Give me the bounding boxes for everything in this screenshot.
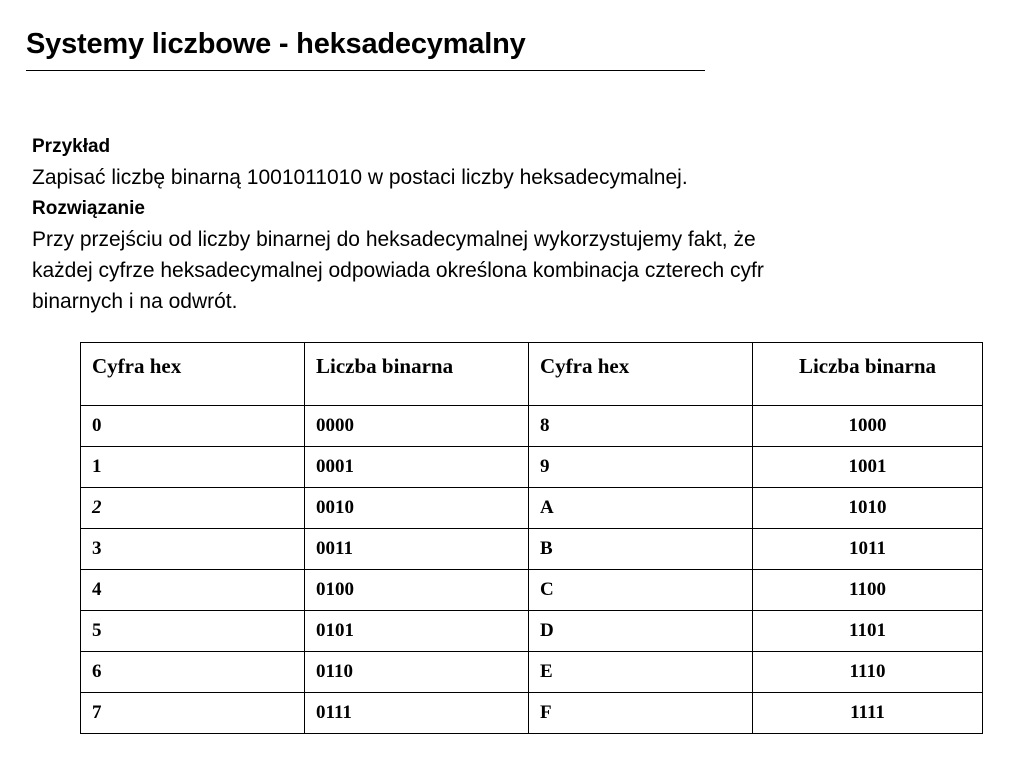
table-row — [81, 693, 983, 734]
table-cell: 1110 — [753, 652, 983, 693]
table-cell: B — [529, 529, 753, 570]
example-task: Zapisać liczbę binarną 1001011010 w postaci liczby heksadecymalnej. — [32, 166, 688, 189]
solution-line-1: Przy przejściu od liczby binarnej do heksadecymalnej wykorzystujemy fakt, że — [32, 228, 756, 251]
table-cell: 1010 — [753, 488, 983, 529]
table-row — [81, 652, 983, 693]
table-cell: 0010 — [305, 488, 529, 529]
solution-heading: Rozwiązanie — [32, 198, 145, 219]
example-text-block — [32, 131, 962, 317]
title-underline — [26, 70, 705, 71]
table-cell: 0110 — [305, 652, 529, 693]
table-cell: 7 — [81, 693, 305, 734]
table-cell: 1101 — [753, 611, 983, 652]
table-cell: 1011 — [753, 529, 983, 570]
table-cell: 0001 — [305, 447, 529, 488]
solution-line-3: binarnych i na odwrót. — [32, 290, 238, 313]
table-cell: 0 — [81, 406, 305, 447]
table-row — [81, 570, 983, 611]
table-cell: E — [529, 652, 753, 693]
example-heading: Przykład — [32, 136, 111, 157]
table-cell: A — [529, 488, 753, 529]
table-cell: 4 — [81, 570, 305, 611]
table-cell: F — [529, 693, 753, 734]
table-row — [81, 406, 983, 447]
table-cell: C — [529, 570, 753, 611]
header-binary-left: Liczba binarna — [305, 343, 529, 406]
table-cell: 1111 — [753, 693, 983, 734]
table-cell: 1 — [81, 447, 305, 488]
table-row — [81, 447, 983, 488]
table-cell: 0100 — [305, 570, 529, 611]
table-row — [81, 488, 983, 529]
table-cell: 3 — [81, 529, 305, 570]
table-cell: 1100 — [753, 570, 983, 611]
table-cell: 9 — [529, 447, 753, 488]
table-cell: 1001 — [753, 447, 983, 488]
table-cell: 1000 — [753, 406, 983, 447]
table-cell: 0011 — [305, 529, 529, 570]
table-cell: 0000 — [305, 406, 529, 447]
header-hex-digit-left: Cyfra hex — [81, 343, 305, 406]
hex-binary-table — [80, 342, 983, 734]
solution-line-2: każdej cyfrze heksadecymalnej odpowiada określona kombinacja czterech cyfr — [32, 259, 764, 282]
header-binary-right: Liczba binarna — [753, 343, 983, 406]
table-header-row — [81, 343, 983, 406]
slide-title: Systemy liczbowe - heksadecymalny — [26, 28, 526, 60]
table-cell: 6 — [81, 652, 305, 693]
table-cell: 0111 — [305, 693, 529, 734]
table-cell: D — [529, 611, 753, 652]
table-cell: 8 — [529, 406, 753, 447]
table-cell: 2 — [81, 488, 305, 529]
table-row — [81, 611, 983, 652]
table-row — [81, 529, 983, 570]
header-hex-digit-right: Cyfra hex — [529, 343, 753, 406]
table-cell: 5 — [81, 611, 305, 652]
table-cell: 0101 — [305, 611, 529, 652]
